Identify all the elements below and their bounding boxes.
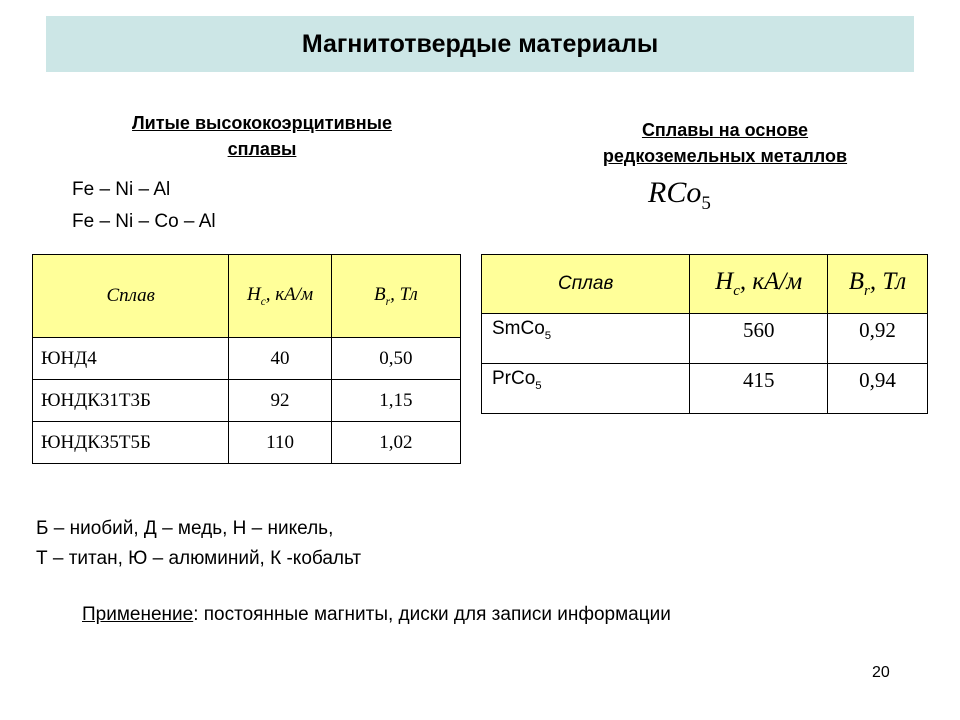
- element-legend: [36, 514, 361, 574]
- header-hc: $H_c$, кА/м: [229, 255, 331, 338]
- cell-hc: 92: [229, 380, 331, 422]
- cell-alloy: PrCo$_5$: [482, 364, 690, 414]
- usage-description: : постоянные магниты, диски для записи информации: [193, 604, 671, 625]
- right-heading-line1: Сплавы на основе: [641, 120, 809, 140]
- cell-alloy: ЮНД4: [33, 338, 229, 380]
- cell-hc: 110: [229, 422, 331, 464]
- cell-alloy: ЮНДК31Т3Б: [33, 380, 229, 422]
- header-alloy: Сплав: [33, 255, 229, 338]
- cell-alloy: ЮНДК35Т5Б: [33, 422, 229, 464]
- table-row: [482, 314, 928, 364]
- cell-hc: 560: [690, 314, 828, 364]
- cell-hc: 415: [690, 364, 828, 414]
- table-header-row: [482, 255, 928, 314]
- left-heading-line1: Литые высококоэрцитивные: [132, 113, 392, 133]
- page-title: Магнитотвердые материалы: [301, 29, 659, 58]
- legend-line-2: Т – титан, Ю – алюминий, К -кобальт: [36, 548, 362, 569]
- table-row: [482, 364, 928, 414]
- cell-alloy: SmCo$_5$: [482, 314, 690, 364]
- cell-br: 1,02: [331, 422, 460, 464]
- formula-fe-ni-al: Fe – Ni – Al: [72, 179, 171, 200]
- right-heading: [540, 117, 910, 169]
- title-bar: [46, 16, 914, 72]
- rare-earth-alloys-table: [481, 254, 928, 414]
- table-row: [33, 422, 461, 464]
- left-heading-line2: сплавы: [227, 139, 297, 159]
- header-hc: $H_c$, кА/м: [690, 255, 828, 314]
- right-heading-line2: редкоземельных металлов: [602, 146, 848, 166]
- header-alloy: Сплав: [482, 255, 690, 314]
- cell-br: 0,92: [828, 314, 928, 364]
- header-br: $B_r$, Тл: [331, 255, 460, 338]
- table-row: [33, 380, 461, 422]
- usage-label: Применение: [82, 604, 194, 625]
- cell-br: 0,94: [828, 364, 928, 414]
- cell-hc: 40: [229, 338, 331, 380]
- cast-alloys-table: [32, 254, 461, 464]
- cell-br: 0,50: [331, 338, 460, 380]
- rco5-formula: [648, 176, 711, 215]
- rco-base: RCo: [648, 176, 702, 209]
- cell-br: 1,15: [331, 380, 460, 422]
- header-br: $B_r$, Тл: [828, 255, 928, 314]
- usage-text: [82, 604, 671, 626]
- left-heading: [72, 110, 452, 162]
- formula-list: [72, 174, 216, 238]
- table-row: [33, 338, 461, 380]
- legend-line-1: Б – ниобий, Д – медь, Н – никель,: [36, 518, 334, 539]
- page-number: 20: [872, 664, 890, 681]
- table-header-row: [33, 255, 461, 338]
- rco-sub: 5: [701, 193, 711, 214]
- formula-fe-ni-co-al: Fe – Ni – Co – Al: [72, 211, 216, 232]
